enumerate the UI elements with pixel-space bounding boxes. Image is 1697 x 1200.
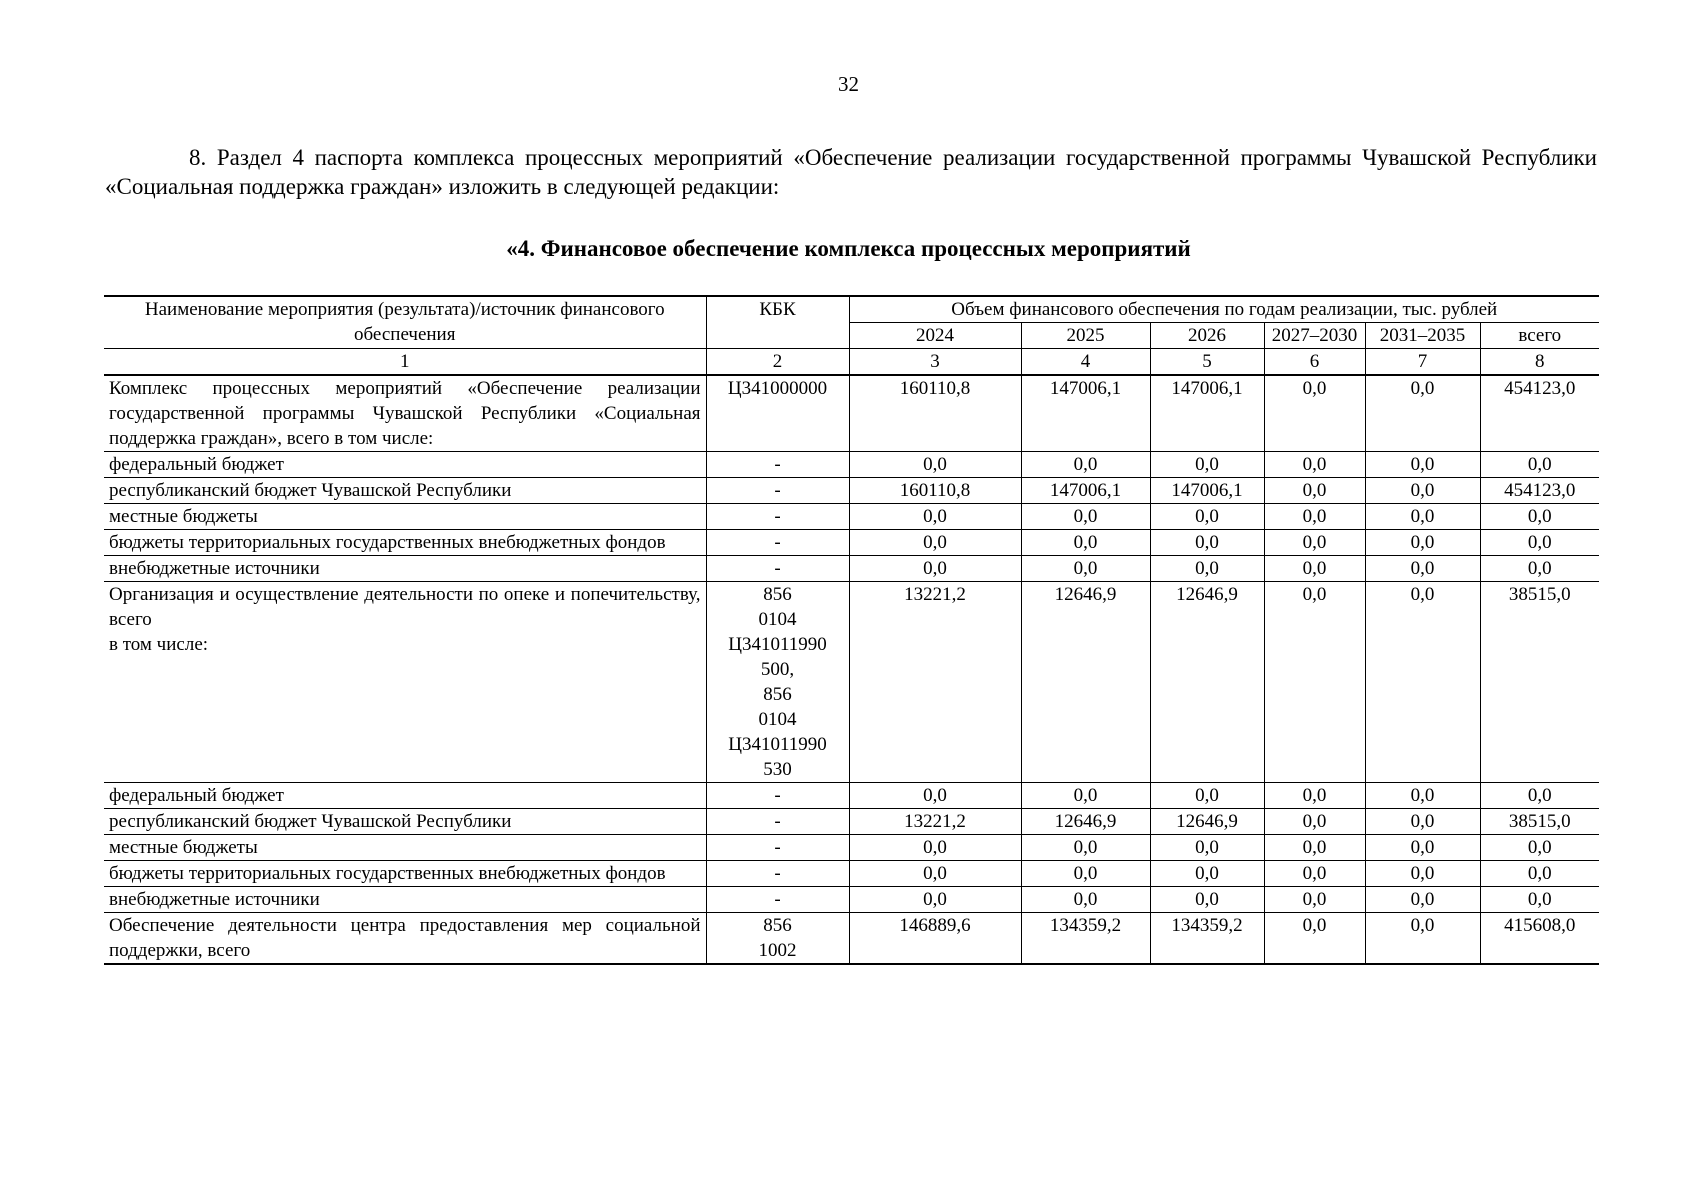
row-name: Обеспечение деятельности центра предоставления мер социальной поддержки, всего: [104, 913, 706, 965]
row-total: 38515,0: [1480, 809, 1599, 835]
row-value: 0,0: [849, 556, 1021, 582]
financing-table: [104, 295, 1599, 965]
column-number: 5: [1150, 349, 1264, 376]
row-name: федеральный бюджет: [104, 783, 706, 809]
row-value: 134359,2: [1021, 913, 1150, 965]
row-value: 0,0: [1021, 835, 1150, 861]
header-year: 2026: [1150, 323, 1264, 349]
row-value: 12646,9: [1150, 809, 1264, 835]
row-value: 0,0: [1021, 504, 1150, 530]
row-total: 415608,0: [1480, 913, 1599, 965]
row-total: 0,0: [1480, 783, 1599, 809]
header-year: 2025: [1021, 323, 1150, 349]
row-value: 0,0: [1150, 530, 1264, 556]
header-name: Наименование мероприятия (результата)/источник финансового обеспечения: [104, 296, 706, 349]
section-title: «4. Финансовое обеспечение комплекса процессных мероприятий: [506, 236, 1191, 261]
table-row: [104, 887, 1599, 913]
row-value: 0,0: [849, 504, 1021, 530]
table-row: [104, 375, 1599, 452]
row-value: 0,0: [1365, 582, 1480, 783]
table-body: [104, 375, 1599, 964]
row-kbk: 856 1002: [706, 913, 849, 965]
row-kbk: -: [706, 478, 849, 504]
row-value: 12646,9: [1021, 809, 1150, 835]
row-name: Комплекс процессных мероприятий «Обеспечение реализации государственной программы Чувашской Республики «Социальная поддержка граждан», всего в том числе:: [104, 375, 706, 452]
row-value: 0,0: [1365, 783, 1480, 809]
row-value: 12646,9: [1021, 582, 1150, 783]
row-value: 147006,1: [1150, 478, 1264, 504]
header-total: всего: [1480, 323, 1599, 349]
column-number: 2: [706, 349, 849, 376]
row-value: 0,0: [1365, 556, 1480, 582]
page-number: 32: [838, 72, 859, 96]
header-year: 2027–2030: [1264, 323, 1365, 349]
row-value: 0,0: [1264, 504, 1365, 530]
table-row: [104, 452, 1599, 478]
row-value: 0,0: [1365, 530, 1480, 556]
table-row: [104, 530, 1599, 556]
row-value: 0,0: [849, 783, 1021, 809]
row-value: 0,0: [1021, 556, 1150, 582]
row-value: 0,0: [1150, 504, 1264, 530]
row-value: 134359,2: [1150, 913, 1264, 965]
row-kbk: -: [706, 861, 849, 887]
row-total: 0,0: [1480, 556, 1599, 582]
row-kbk: Ц341000000: [706, 375, 849, 452]
row-value: 147006,1: [1021, 375, 1150, 452]
column-number: 7: [1365, 349, 1480, 376]
row-value: 0,0: [849, 861, 1021, 887]
row-value: 147006,1: [1021, 478, 1150, 504]
row-value: 0,0: [1021, 861, 1150, 887]
row-value: 13221,2: [849, 809, 1021, 835]
table-row: [104, 478, 1599, 504]
header-year: 2031–2035: [1365, 323, 1480, 349]
row-value: 0,0: [1365, 835, 1480, 861]
row-value: 0,0: [1264, 582, 1365, 783]
row-value: 147006,1: [1150, 375, 1264, 452]
row-kbk: -: [706, 452, 849, 478]
row-total: 0,0: [1480, 835, 1599, 861]
row-value: 0,0: [1150, 835, 1264, 861]
row-total: 0,0: [1480, 861, 1599, 887]
row-name: бюджеты территориальных государственных внебюджетных фондов: [104, 861, 706, 887]
row-value: 0,0: [1365, 504, 1480, 530]
row-value: 0,0: [849, 835, 1021, 861]
row-total: 454123,0: [1480, 375, 1599, 452]
row-value: 0,0: [1264, 375, 1365, 452]
row-value: 0,0: [1150, 556, 1264, 582]
intro-paragraph: 8. Раздел 4 паспорта комплекса процессных мероприятий «Обеспечение реализации государственной программы Чувашской Республики «Социальная поддержка граждан» изложить в следующей редакции:: [105, 145, 1597, 199]
row-value: 0,0: [1365, 913, 1480, 965]
row-value: 0,0: [1264, 452, 1365, 478]
row-value: 0,0: [1264, 530, 1365, 556]
row-value: 0,0: [1264, 861, 1365, 887]
row-name: внебюджетные источники: [104, 887, 706, 913]
table-row: [104, 582, 1599, 783]
column-number: 6: [1264, 349, 1365, 376]
row-total: 0,0: [1480, 887, 1599, 913]
row-kbk: -: [706, 783, 849, 809]
row-value: 0,0: [849, 887, 1021, 913]
table-row: [104, 556, 1599, 582]
row-value: 0,0: [1365, 887, 1480, 913]
row-kbk: -: [706, 530, 849, 556]
row-value: 0,0: [1264, 913, 1365, 965]
row-name: Организация и осуществление деятельности по опеке и попечительству, всего в том числе:: [104, 582, 706, 783]
row-value: 12646,9: [1150, 582, 1264, 783]
table-row: [104, 861, 1599, 887]
row-total: 0,0: [1480, 530, 1599, 556]
column-number: 3: [849, 349, 1021, 376]
header-year: 2024: [849, 323, 1021, 349]
row-value: 0,0: [1264, 783, 1365, 809]
table-row: [104, 913, 1599, 965]
row-value: 0,0: [1365, 375, 1480, 452]
row-value: 0,0: [1150, 452, 1264, 478]
row-kbk: -: [706, 556, 849, 582]
column-numbers-row: [104, 349, 1599, 376]
column-number: 8: [1480, 349, 1599, 376]
row-value: 0,0: [1264, 887, 1365, 913]
table-row: [104, 835, 1599, 861]
header-volume: Объем финансового обеспечения по годам реализации, тыс. рублей: [849, 296, 1599, 323]
row-total: 0,0: [1480, 452, 1599, 478]
table-row: [104, 783, 1599, 809]
row-kbk: -: [706, 887, 849, 913]
row-value: 0,0: [849, 530, 1021, 556]
row-total: 0,0: [1480, 504, 1599, 530]
column-number: 1: [104, 349, 706, 376]
row-value: 0,0: [1264, 556, 1365, 582]
row-value: 160110,8: [849, 478, 1021, 504]
row-kbk: -: [706, 835, 849, 861]
row-value: 0,0: [1150, 887, 1264, 913]
row-name: внебюджетные источники: [104, 556, 706, 582]
row-total: 454123,0: [1480, 478, 1599, 504]
row-value: 0,0: [1264, 835, 1365, 861]
row-value: 0,0: [1021, 452, 1150, 478]
row-name: федеральный бюджет: [104, 452, 706, 478]
row-value: 0,0: [1150, 783, 1264, 809]
row-kbk: -: [706, 809, 849, 835]
row-value: 0,0: [1150, 861, 1264, 887]
row-name: бюджеты территориальных государственных внебюджетных фондов: [104, 530, 706, 556]
row-value: 0,0: [1365, 452, 1480, 478]
row-name: местные бюджеты: [104, 835, 706, 861]
row-value: 146889,6: [849, 913, 1021, 965]
row-value: 0,0: [1365, 809, 1480, 835]
row-name: республиканский бюджет Чувашской Республики: [104, 809, 706, 835]
row-name: республиканский бюджет Чувашской Республики: [104, 478, 706, 504]
row-value: 0,0: [1365, 478, 1480, 504]
table-row: [104, 809, 1599, 835]
row-value: 0,0: [849, 452, 1021, 478]
row-value: 13221,2: [849, 582, 1021, 783]
header-row-1: [104, 296, 1599, 323]
table-row: [104, 504, 1599, 530]
row-total: 38515,0: [1480, 582, 1599, 783]
row-value: 0,0: [1264, 809, 1365, 835]
row-name: местные бюджеты: [104, 504, 706, 530]
row-value: 0,0: [1365, 861, 1480, 887]
row-value: 0,0: [1021, 887, 1150, 913]
row-kbk: -: [706, 504, 849, 530]
row-kbk: 856 0104 Ц341011990 500, 856 0104 Ц341011990 530: [706, 582, 849, 783]
row-value: 160110,8: [849, 375, 1021, 452]
column-number: 4: [1021, 349, 1150, 376]
row-value: 0,0: [1021, 530, 1150, 556]
row-value: 0,0: [1264, 478, 1365, 504]
header-kbk: КБК: [706, 296, 849, 349]
row-value: 0,0: [1021, 783, 1150, 809]
